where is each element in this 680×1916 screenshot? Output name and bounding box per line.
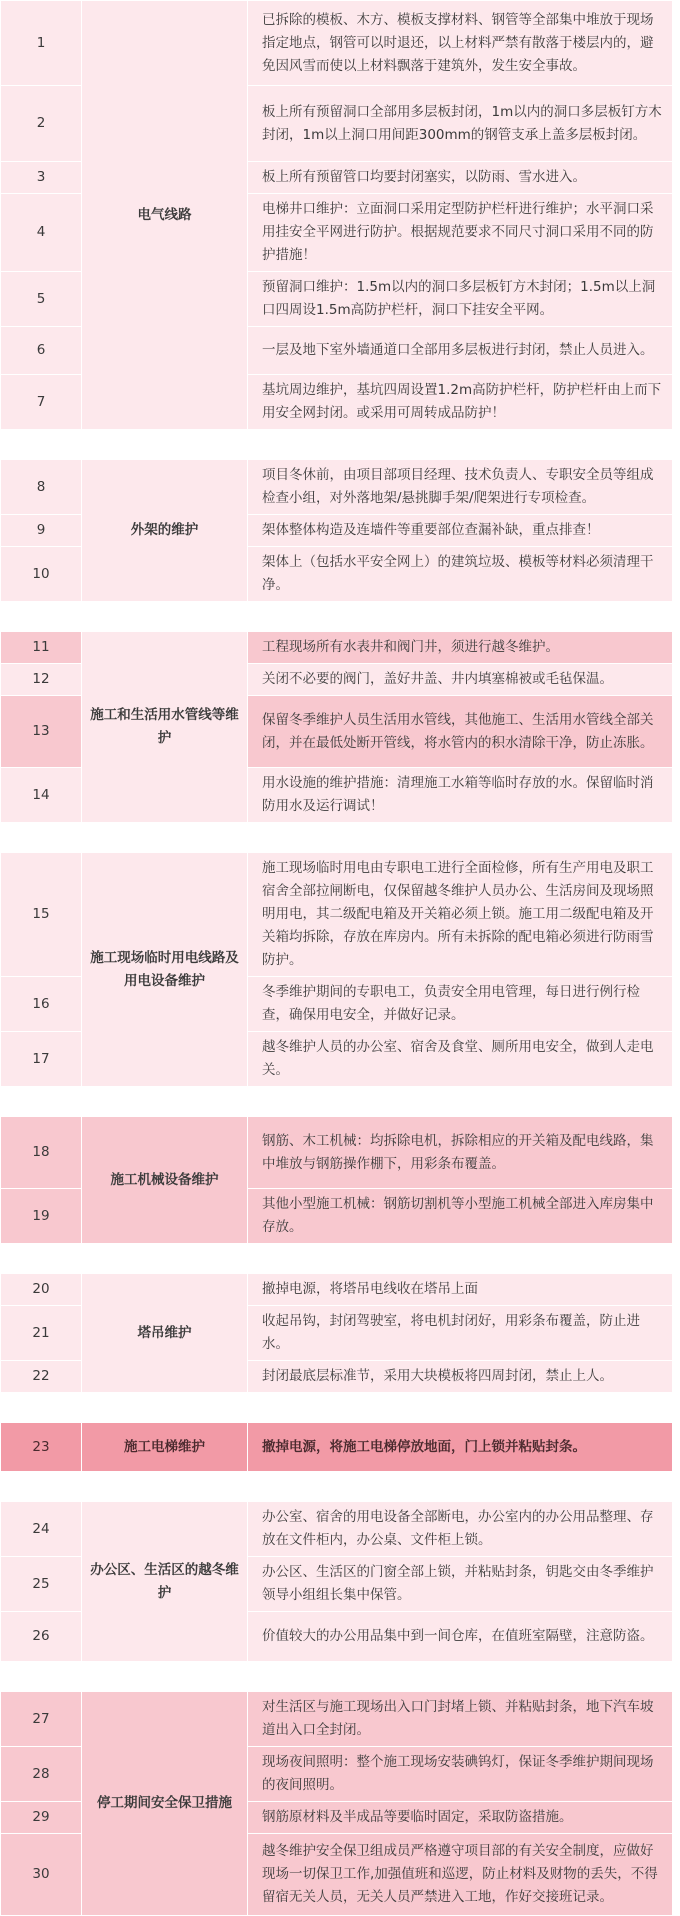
measure-description: 已拆除的模板、木方、模板支撑材料、钢管等全部集中堆放于现场指定地点，钢管可以时退还，以上材料严禁有散落于楼层内的，避免因风雪而使以上材料飘落于建筑外，发生安全事故。 (248, 1, 673, 86)
table-row (1, 1692, 673, 1747)
row-number: 26 (1, 1612, 82, 1662)
section-table (0, 1501, 673, 1662)
row-number: 28 (1, 1747, 82, 1802)
measure-description: 越冬维护安全保卫组成员严格遵守项目部的有关安全制度，应做好现场一切保卫工作,加强值班和巡逻，防止材料及财物的丢失，不得留宿无关人员，无关人员严禁进入工地，作好交接班记录。 (248, 1834, 673, 1916)
row-number: 14 (1, 768, 82, 823)
section-block (0, 852, 680, 1087)
row-number: 8 (1, 460, 82, 515)
row-number: 5 (1, 272, 82, 327)
measure-description: 办公区、生活区的门窗全部上锁，并粘贴封条，钥匙交由冬季维护领导小组组长集中保管。 (248, 1557, 673, 1612)
measure-description: 钢筋原材料及半成品等要临时固定，采取防盗措施。 (248, 1802, 673, 1834)
measure-description: 冬季维护期间的专职电工，负责安全用电管理，每日进行例行检查，确保用电安全，并做好记录。 (248, 977, 673, 1032)
measure-description: 其他小型施工机械：钢筋切割机等小型施工机械全部进入库房集中存放。 (248, 1189, 673, 1244)
table-row (1, 1117, 673, 1189)
measure-description: 电梯井口维护：立面洞口采用定型防护栏杆进行维护；水平洞口采用挂安全平网进行防护。根据规范要求不同尺寸洞口采用不同的防护措施！ (248, 194, 673, 272)
row-number: 18 (1, 1117, 82, 1189)
section-block (0, 631, 680, 823)
row-number: 10 (1, 547, 82, 602)
measure-description: 关闭不必要的阀门，盖好井盖、井内填塞棉被或毛毡保温。 (248, 664, 673, 696)
row-number: 30 (1, 1834, 82, 1916)
row-number: 29 (1, 1802, 82, 1834)
measure-description: 封闭最底层标准节，采用大块模板将四周封闭，禁止上人。 (248, 1361, 673, 1393)
section-block (0, 1273, 680, 1393)
table-row (1, 1502, 673, 1557)
section-block (0, 1116, 680, 1244)
row-number: 24 (1, 1502, 82, 1557)
measure-description: 板上所有预留洞口全部用多层板封闭，1m以内的洞口多层板钉方木封闭，1m以上洞口用间距300mm的钢管支承上盖多层板封闭。 (248, 86, 673, 162)
row-number: 21 (1, 1306, 82, 1361)
measure-description: 基坑周边维护，基坑四周设置1.2m高防护栏杆，防护栏杆由上而下用安全网封闭。或采用可周转成品防护！ (248, 375, 673, 430)
row-number: 13 (1, 696, 82, 768)
category-label: 电气线路 (82, 1, 248, 430)
section-block (0, 1501, 680, 1662)
row-number: 25 (1, 1557, 82, 1612)
row-number: 7 (1, 375, 82, 430)
section-table (0, 852, 673, 1087)
category-label: 施工电梯维护 (82, 1423, 248, 1472)
measure-description: 收起吊钩，封闭驾驶室，将电机封闭好，用彩条布覆盖，防止进水。 (248, 1306, 673, 1361)
measure-description: 撤掉电源，将塔吊电线收在塔吊上面 (248, 1274, 673, 1306)
row-number: 27 (1, 1692, 82, 1747)
measure-description: 一层及地下室外墙通道口全部用多层板进行封闭，禁止人员进入。 (248, 327, 673, 375)
section-block (0, 1691, 680, 1916)
measure-description: 预留洞口维护：1.5m以内的洞口多层板钉方木封闭；1.5m以上洞口四周设1.5m高防护栏杆，洞口下挂安全平网。 (248, 272, 673, 327)
row-number: 17 (1, 1032, 82, 1087)
section-table (0, 459, 673, 602)
measure-description: 对生活区与施工现场出入口门封堵上锁、并粘贴封条，地下汽车坡道出入口全封闭。 (248, 1692, 673, 1747)
table-row (1, 632, 673, 664)
row-number: 19 (1, 1189, 82, 1244)
row-number: 20 (1, 1274, 82, 1306)
section-table (0, 1116, 673, 1244)
row-number: 9 (1, 515, 82, 547)
measure-description: 价值较大的办公用品集中到一间仓库，在值班室隔壁，注意防盗。 (248, 1612, 673, 1662)
row-number: 23 (1, 1423, 82, 1472)
section-table (0, 1273, 673, 1393)
category-label: 办公区、生活区的越冬维护 (82, 1502, 248, 1662)
row-number: 1 (1, 1, 82, 86)
table-row (1, 1, 673, 86)
category-label: 施工和生活用水管线等维护 (82, 632, 248, 823)
table-row (1, 1274, 673, 1306)
measure-description: 架体整体构造及连墙件等重要部位查漏补缺，重点排查！ (248, 515, 673, 547)
category-label: 施工机械设备维护 (82, 1117, 248, 1244)
row-number: 16 (1, 977, 82, 1032)
section-table (0, 0, 673, 430)
measure-description: 钢筋、木工机械：均拆除电机，拆除相应的开关箱及配电线路，集中堆放与钢筋操作棚下，用彩条布覆盖。 (248, 1117, 673, 1189)
section-table (0, 1422, 673, 1472)
measure-description: 工程现场所有水表井和阀门井，须进行越冬维护。 (248, 632, 673, 664)
row-number: 2 (1, 86, 82, 162)
table-row (1, 853, 673, 977)
measure-description: 施工现场临时用电由专职电工进行全面检修，所有生产用电及职工宿舍全部拉闸断电，仅保留越冬维护人员办公、生活房间及现场照明用电，其二级配电箱及开关箱必须上锁。施工用二级配电箱及开关箱均拆除，存放在库房内。所有未拆除的配电箱必须进行防雨雪防护。 (248, 853, 673, 977)
measure-description: 保留冬季维护人员生活用水管线，其他施工、生活用水管线全部关闭，并在最低处断开管线，将水管内的积水清除干净，防止冻胀。 (248, 696, 673, 768)
section-block (0, 1422, 680, 1472)
section-table (0, 1691, 673, 1916)
row-number: 3 (1, 162, 82, 194)
row-number: 6 (1, 327, 82, 375)
category-label: 塔吊维护 (82, 1274, 248, 1393)
measure-description: 现场夜间照明：整个施工现场安装碘钨灯，保证冬季维护期间现场的夜间照明。 (248, 1747, 673, 1802)
section-block (0, 459, 680, 602)
measure-description: 板上所有预留管口均要封闭塞实，以防雨、雪水进入。 (248, 162, 673, 194)
row-number: 22 (1, 1361, 82, 1393)
measure-description: 用水设施的维护措施：清理施工水箱等临时存放的水。保留临时消防用水及运行调试！ (248, 768, 673, 823)
measure-description: 撤掉电源，将施工电梯停放地面，门上锁并粘贴封条。 (248, 1423, 673, 1472)
category-label: 外架的维护 (82, 460, 248, 602)
row-number: 4 (1, 194, 82, 272)
row-number: 15 (1, 853, 82, 977)
section-block (0, 0, 680, 430)
table-row (1, 1423, 673, 1472)
category-label: 停工期间安全保卫措施 (82, 1692, 248, 1916)
row-number: 11 (1, 632, 82, 664)
section-table (0, 631, 673, 823)
table-row (1, 460, 673, 515)
measure-description: 越冬维护人员的办公室、宿舍及食堂、厕所用电安全，做到人走电关。 (248, 1032, 673, 1087)
measure-description: 架体上（包括水平安全网上）的建筑垃圾、模板等材料必须清理干净。 (248, 547, 673, 602)
category-label: 施工现场临时用电线路及用电设备维护 (82, 853, 248, 1087)
row-number: 12 (1, 664, 82, 696)
measure-description: 项目冬休前，由项目部项目经理、技术负责人、专职安全员等组成检查小组，对外落地架/悬挑脚手架/爬架进行专项检查。 (248, 460, 673, 515)
measure-description: 办公室、宿舍的用电设备全部断电，办公室内的办公用品整理、存放在文件柜内，办公桌、文件柜上锁。 (248, 1502, 673, 1557)
